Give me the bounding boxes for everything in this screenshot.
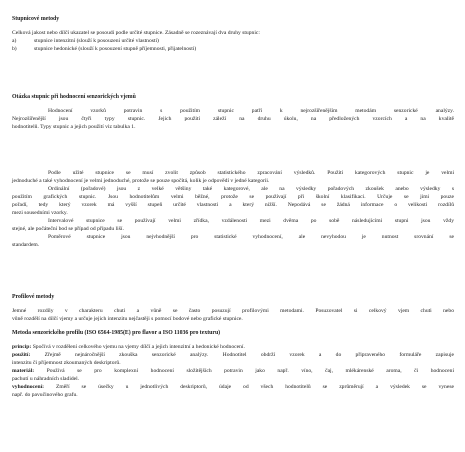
paragraph-line: jednoduché a také vyhodnocení je velmi jednoduché, protože se pouze spočítá, kolik je odpovědí v jedné kategorii. — [12, 178, 270, 184]
definition-term: použití: — [12, 352, 31, 358]
definition-text: Spočívá v rozdělení celkového vjemu na vjemy dílčí a jejich intenzitní a hedonické hodnocení. — [32, 344, 245, 350]
list-item-a — [12, 38, 159, 45]
definition-text: Používá se pro komplexní hodnocení složitějších potravin jako např. víno, čaj, mlékárenské aroma, či hodnocení — [46, 368, 454, 374]
heading-stupnicove-metody: Stupnicové metody — [12, 16, 60, 22]
definition-text: Změří se úsečky u jednotlivých deskriptorů, údaje od všech hodnotitelů se zprůměrují a výsledek se vynese — [55, 384, 454, 390]
paragraph-line: Hodnocení vzorků potravin s použitím stupnic patří k nejrozšířenějším metodám senzorické analýzy. — [48, 108, 454, 114]
definition-principle — [12, 344, 454, 351]
paragraph-line: Nejrozšířenější jsou čtyři typy stupnic. Jejich použití záleží na druhu úkolu, na předložených vzorcích a na kvalitě — [12, 116, 454, 122]
intro-text: Celková jakost nebo dílčí ukazatel se posoudí podle určité stupnice. Zásadně se rozeznávají dva druhy stupnic: — [12, 30, 260, 36]
heading-otazka-stupnic: Otázka stupnic při hodnocení senzorických vjemů — [12, 94, 136, 100]
definition-term: materiál: — [12, 368, 35, 374]
list-item-b — [12, 46, 196, 53]
definition-term: vyhodnocení: — [12, 384, 45, 390]
definition-term: princip: — [12, 344, 32, 350]
paragraph-line: standardem. — [12, 242, 40, 248]
definition-usage — [12, 352, 454, 359]
paragraph-line: vůně rozdělí na dílčí vjemy a určuje jejich intenzitu nejčastěji s pomocí bodové nebo grafické stupnice. — [12, 316, 243, 322]
definition-evaluation — [12, 384, 454, 391]
paragraph-line: pořadí, tedy který vzorek má vyšší stupeň určité vlastnosti a který nižší. Nepodává se žádná informace o velikosti rozdílů — [12, 202, 454, 208]
paragraph-line: stejné, ale počáteční bod se případ od případu liší. — [12, 226, 124, 232]
list-marker: b) — [12, 46, 17, 52]
definition-continuation: např. do pavučinového grafu. — [12, 392, 78, 398]
paragraph-line: Jemné rozdíly v charakteru chuti a vůně se často posuzují profilovými metodami. Posuzovatel si celkový vjem chuti nebo — [12, 308, 454, 314]
list-text: stupnice hedonické (slouží k posouzení stupně příjemnosti, přijatelnosti) — [34, 46, 197, 52]
heading-profilove-metody: Profilové metody — [12, 294, 55, 300]
paragraph-line: Ordinální (pořadové) jsou z velké většiny také kategorové, ale na výsledky pořadových zkoušek anebo výsledky s — [48, 186, 454, 192]
paragraph-line: použitím grafických stupnic. Jsou hodnotitelům velmi běžné, protože se používají při školní klasifikaci. Určuje se jimi pouze — [12, 194, 454, 200]
paragraph-line: Poměrové stupnice jsou nejvhodnější pro statistické vyhodnocení, ale nevyhodou je nutnost srovnání se — [48, 234, 454, 240]
paragraph-line: Podle užité stupnice se musí zvolit způsob statistického zpracování výsledků. Použití kategorových stupnic je velmi — [48, 170, 454, 176]
paragraph-line: hodnotitelů. Typy stupnic a jejich použití viz tabulka 1. — [12, 124, 136, 130]
definition-text: Zřejmě nejnáročnější zkouška senzorické analýzy. Hodnotitel obdrží vzorek a do připraveného formuláře zapisuje — [44, 352, 454, 358]
definition-material — [12, 368, 454, 375]
paragraph-line: mezi sousedními vzorky. — [12, 210, 68, 216]
method-heading: Metoda senzorického profilu (ISO 6564-1985(E) pro flavor a ISO 11036 pro texturu) — [12, 330, 221, 336]
paragraph-line: Intervalové stupnice se používají velmi zřídka, vzdálenosti mezi dvěma po sobě následujícími stupni jsou vždy — [48, 218, 454, 224]
list-marker: a) — [12, 38, 17, 44]
definition-continuation: pachutí u náhradních sladidel. — [12, 376, 80, 382]
list-text: stupnice intenzitní (slouží k posouzení určité vlastnosti) — [34, 38, 159, 44]
definition-continuation: intenzitu či příjemnost zkoumaných deskriptorů. — [12, 360, 121, 366]
